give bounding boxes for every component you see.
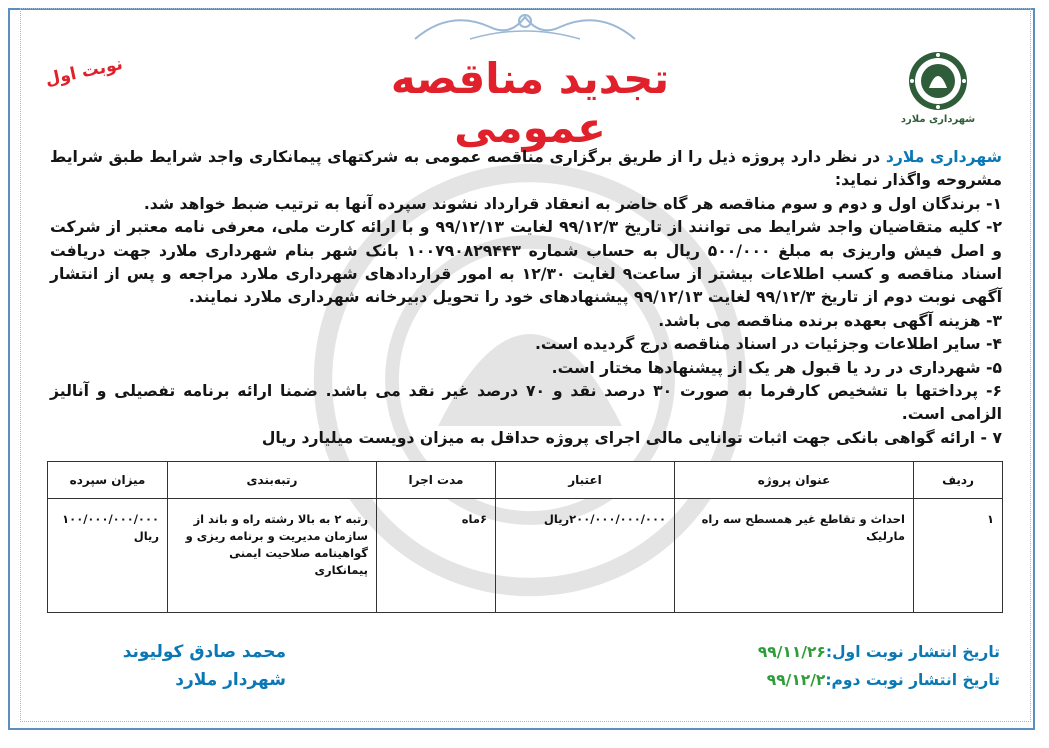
- org-name: شهرداری ملارد: [885, 148, 1002, 166]
- condition-item: ۵- شهرداری در رد یا قبول هر یک از پیشنهادها مختار است.: [551, 358, 1002, 377]
- col-header-row-number: ردیف: [914, 462, 1003, 499]
- municipality-emblem-icon: [907, 50, 969, 112]
- second-publication: [700, 666, 1000, 694]
- announcement-body: [50, 146, 1002, 450]
- first-publication-date: ۹۹/۱۱/۲۶: [757, 643, 826, 661]
- second-publication-label: تاریخ انتشار نوبت دوم:: [825, 671, 1000, 689]
- condition-item: ۳- هزینه آگهی بعهده برنده مناقصه می باشد.: [658, 311, 1002, 330]
- cell-budget: ۲۰۰/۰۰۰/۰۰۰/۰۰۰ریال: [496, 499, 675, 613]
- table-header-row: [48, 462, 1003, 499]
- cell-project-title: احداث و تقاطع غیر همسطح سه راه مارلیک: [675, 499, 914, 613]
- intro-paragraph: [50, 146, 1002, 193]
- condition-item: ۶- پرداختها با تشخیص کارفرما به صورت ۳۰ درصد نقد و ۷۰ درصد غیر نقد می باشد. ضمنا ارائه برنامه تفصیلی و آنالیز الزامی است.: [50, 382, 1002, 424]
- condition-item: ۲- کلیه متقاضیان واجد شرایط می توانند از تاریخ ۹۹/۱۲/۳ لغایت ۹۹/۱۲/۱۳ و با ارائه کارت ملی، معرفی نامه معتبر از شرکت و اصل فیش واریزی به مبلغ ۵۰۰/۰۰۰ ریال به حساب شماره ۱۰۰۷۹۰۸۲۹۴۴۳ بانک شهر بنام شهرداری ملارد جهت دریافت اسناد مناقصه و کسب اطلاعات بیشتر از ساعت۹ لغایت ۱۲/۳۰ به امور قراردادهای شهرداری ملارد مراجعه و پس از انتشار آگهی نوبت دوم از تاریخ ۹۹/۱۲/۳ لغایت ۹۹/۱۲/۱۳ پیشنهادهای خود را تحویل دبیرخانه شهرداری ملارد نمایند.: [50, 218, 1003, 307]
- signer-title: شهردار ملارد: [175, 670, 286, 690]
- publication-dates: [700, 638, 1000, 694]
- first-publication-label: تاریخ انتشار نوبت اول:: [825, 643, 1000, 661]
- intro-text: در نظر دارد پروژه ذیل را از طریق برگزاری مناقصه عمومی به شرکتهای پیمانکاری واجد شرایط طبق شرایط مشروحه واگذار نماید:: [50, 148, 1002, 190]
- col-header-rating: رتبه‌بندی: [168, 462, 377, 499]
- signer-name: محمد صادق کولیوند: [122, 642, 286, 662]
- col-header-deposit: میزان سپرده: [48, 462, 168, 499]
- condition-item: ۴- سایر اطلاعات وجزئیات در اسناد مناقصه درج گردیده است.: [535, 335, 1002, 354]
- signature-block: [56, 638, 286, 694]
- table-row: [48, 499, 1003, 613]
- cell-row-number: ۱: [914, 499, 1003, 613]
- cell-deposit: ۱۰۰/۰۰۰/۰۰۰/۰۰۰ ریال: [48, 499, 168, 613]
- top-ornament-icon: [410, 9, 640, 43]
- municipality-logo: [898, 50, 978, 134]
- second-publication-date: ۹۹/۱۲/۲: [766, 671, 826, 689]
- round-badge: نوبت اول: [43, 54, 125, 90]
- condition-item: ۱- برندگان اول و دوم و سوم مناقصه هر گاه حاضر به انعقاد قرارداد نشوند سپرده آنها به ترتیب ضبط خواهد شد.: [143, 194, 1002, 213]
- first-publication: [700, 638, 1000, 666]
- logo-caption: شهرداری ملارد: [900, 114, 976, 125]
- cell-rating: رتبه ۲ به بالا رشته راه و باند از سازمان مدیریت و برنامه ریزی و گواهینامه صلاحیت ایمنی پیمانکاری: [168, 499, 377, 613]
- col-header-project-title: عنوان پروژه: [675, 462, 914, 499]
- tender-table: [47, 461, 1003, 613]
- page-title: تجدید مناقصه عمومی: [390, 54, 670, 152]
- cell-duration: ۶ماه: [377, 499, 496, 613]
- col-header-duration: مدت اجرا: [377, 462, 496, 499]
- col-header-budget: اعتبار: [496, 462, 675, 499]
- condition-item: ۷ - ارائه گواهی بانکی جهت اثبات توانایی مالی اجرای پروژه حداقل به میزان دویست میلیارد ریال: [261, 428, 1002, 447]
